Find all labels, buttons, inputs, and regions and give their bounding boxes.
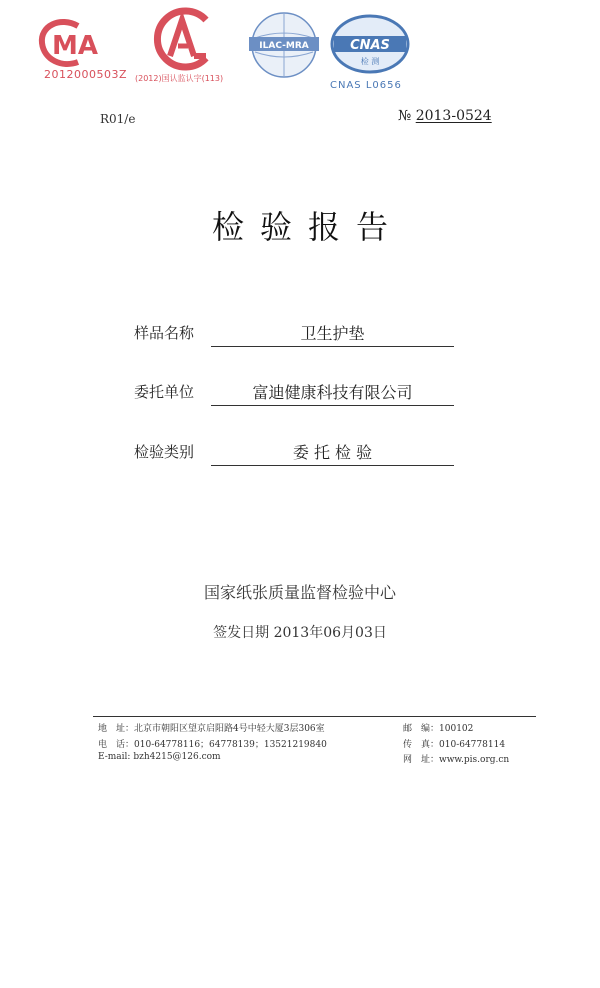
cnas-logo: [328, 12, 412, 78]
fax-label: 传 真：: [403, 740, 440, 750]
organization-name: 国家纸张质量监督检验中心: [203, 583, 396, 602]
address-value: 北京市朝阳区望京启阳路4号中轻大厦3层306室: [134, 724, 325, 734]
report-number: [398, 108, 492, 124]
issue-date: 签发日期 2013年06月03日: [213, 625, 387, 641]
footer-address: [98, 721, 325, 734]
report-no-value: 2013-0524: [415, 108, 492, 124]
svg-text:检 测: 检 测: [360, 57, 380, 66]
report-title: 检验报告: [211, 208, 404, 246]
website-value[interactable]: www.pis.org.cn: [439, 755, 510, 765]
sample-name-value: 卫生护垫: [211, 321, 454, 347]
phone-value: 010-64778116；64778139；13521219840: [134, 740, 327, 750]
email-label: E-mail:: [98, 752, 131, 762]
fax-value: 010-64778114: [439, 740, 506, 750]
footer-email: [98, 752, 221, 762]
postcode-value: 100102: [439, 724, 474, 734]
footer-website: [403, 752, 509, 765]
client-label: 委托单位: [134, 383, 195, 401]
cal-logo: [148, 6, 218, 72]
client-value: 富迪健康科技有限公司: [211, 380, 454, 406]
svg-text:ILAC-MRA: ILAC-MRA: [259, 41, 309, 51]
footer-fax: [403, 737, 505, 750]
report-no-symbol: №: [398, 108, 412, 124]
postcode-label: 邮 编：: [403, 724, 440, 734]
cma-code: 2012000503Z: [44, 68, 128, 81]
phone-label: 电 话：: [98, 740, 135, 750]
cnas-code: CNAS L0656: [330, 80, 402, 91]
email-value[interactable]: bzh4215@126.com: [133, 752, 221, 762]
ilac-mra-logo: [245, 10, 323, 80]
svg-text:CNAS: CNAS: [350, 38, 390, 53]
website-label: 网 址：: [403, 755, 440, 765]
svg-text:MA: MA: [52, 31, 98, 61]
revision-code: R01/e: [100, 112, 136, 126]
cal-caption: (2012)国认监认字(113): [135, 74, 224, 83]
address-label: 地 址：: [98, 724, 135, 734]
footer-divider: [93, 716, 536, 717]
inspection-type-label: 检验类别: [134, 443, 195, 461]
sample-name-label: 样品名称: [134, 324, 195, 342]
footer-postcode: [403, 721, 473, 734]
cma-logo: [38, 18, 128, 68]
footer-phone: [98, 737, 327, 750]
inspection-type-value: 委 托 检 验: [211, 440, 454, 466]
